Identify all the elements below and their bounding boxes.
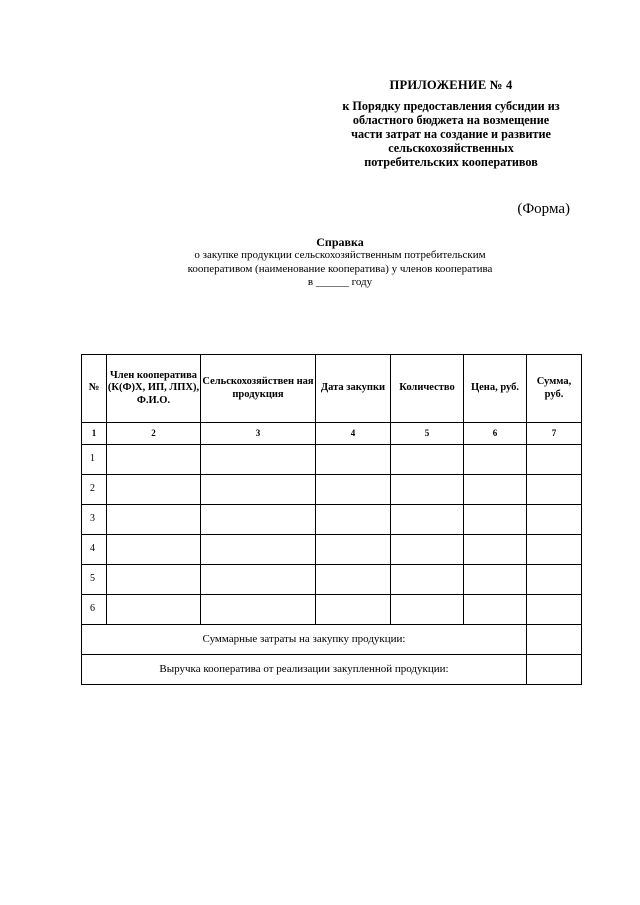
table-row (82, 445, 582, 475)
table-cell (464, 535, 527, 565)
row-number: 5 (82, 565, 107, 595)
column-number: 5 (391, 423, 464, 445)
table-cell (316, 445, 391, 475)
appendix-line: областного бюджета на возмещение (352, 113, 550, 127)
appendix-line: потребительских кооперативов (364, 155, 538, 169)
table-cell (107, 445, 201, 475)
appendix-line: части затрат на создание и развитие (351, 127, 551, 141)
heading-line: о закупке продукции сельскохозяйственным потребительским (194, 249, 486, 261)
table-cell (107, 475, 201, 505)
table-cell (316, 565, 391, 595)
column-header: № (82, 355, 107, 423)
row-number: 3 (82, 505, 107, 535)
column-header: Количество (391, 355, 464, 423)
column-number: 2 (107, 423, 201, 445)
form-label: (Форма) (517, 201, 570, 217)
table-row (82, 595, 582, 625)
table-cell (107, 565, 201, 595)
appendix-block (318, 78, 584, 169)
table-header-row (82, 355, 582, 423)
table-cell (464, 445, 527, 475)
column-header: Дата закупки (316, 355, 391, 423)
table-cell (391, 535, 464, 565)
table-cell (201, 445, 316, 475)
appendix-subtitle (318, 99, 584, 169)
table-cell (201, 475, 316, 505)
table-cell (391, 595, 464, 625)
table-cell (107, 595, 201, 625)
table-cell (464, 595, 527, 625)
appendix-title: ПРИЛОЖЕНИЕ № 4 (389, 78, 513, 92)
column-header: Сумма, руб. (527, 355, 582, 423)
table-cell (527, 445, 582, 475)
table-cell (464, 565, 527, 595)
table-cell (316, 535, 391, 565)
table-row (82, 505, 582, 535)
table-row (82, 475, 582, 505)
table-cell (201, 565, 316, 595)
total-costs-label: Суммарные затраты на закупку продукции: (82, 625, 527, 655)
table-cell (201, 505, 316, 535)
heading-line: в ______ году (307, 276, 373, 289)
heading-line: кооперативом (наименование кооператива) у членов кооператива (187, 262, 493, 275)
revenue-label: Выручка кооператива от реализации закупленной продукции: (82, 655, 527, 685)
column-number: 7 (527, 423, 582, 445)
column-header: Сельскохозяйствен ная продукция (201, 355, 316, 423)
column-header: Цена, руб. (464, 355, 527, 423)
appendix-line: к Порядку предоставления субсидии из (342, 99, 560, 113)
column-number: 3 (201, 423, 316, 445)
column-number: 4 (316, 423, 391, 445)
table-cell (107, 535, 201, 565)
purchase-table (81, 354, 582, 685)
table-cell (391, 445, 464, 475)
table-row (82, 535, 582, 565)
table-cell (464, 505, 527, 535)
column-header: Член кооператива (К(Ф)Х, ИП, ЛПХ), Ф.И.О. (107, 355, 201, 423)
table-cell (316, 505, 391, 535)
table-cell (201, 595, 316, 625)
table-cell (527, 625, 582, 655)
total-row (82, 655, 582, 685)
table-cell (527, 655, 582, 685)
heading-title: Справка (316, 235, 364, 249)
table-cell (527, 565, 582, 595)
table-cell (527, 505, 582, 535)
table-cell (391, 505, 464, 535)
table-cell (527, 535, 582, 565)
table-cell (527, 475, 582, 505)
total-row (82, 625, 582, 655)
row-number: 6 (82, 595, 107, 625)
table-cell (316, 475, 391, 505)
column-number: 1 (82, 423, 107, 445)
table-row (82, 565, 582, 595)
table-cell (316, 595, 391, 625)
table-cell (527, 595, 582, 625)
appendix-line: сельскохозяйственных (388, 141, 514, 155)
row-number: 1 (82, 445, 107, 475)
column-number-row (82, 423, 582, 445)
table-cell (201, 535, 316, 565)
row-number: 4 (82, 535, 107, 565)
table-cell (107, 505, 201, 535)
table-cell (391, 565, 464, 595)
column-number: 6 (464, 423, 527, 445)
document-heading (130, 235, 550, 290)
table-cell (464, 475, 527, 505)
row-number: 2 (82, 475, 107, 505)
table-cell (391, 475, 464, 505)
